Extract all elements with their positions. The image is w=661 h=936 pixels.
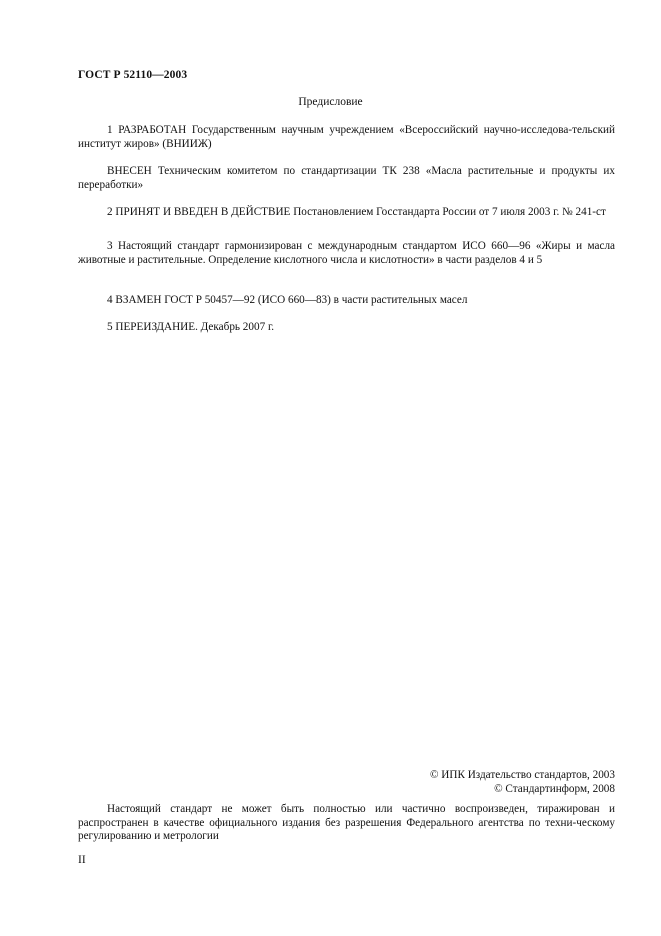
foreword-title: Предисловие <box>298 96 363 108</box>
foreword-item-harmonized: 3 Настоящий стандарт гармонизирован с международным стандартом ИСО 660—96 «Жиры и масла животные и растительные. Определение кислотного числа и кислотности» в части разделов 4 и 5 <box>78 240 615 266</box>
copyright-standartinform: © Стандартинформ, 2008 <box>494 783 615 795</box>
foreword-item-adopted: 2 ПРИНЯТ И ВВЕДЕН В ДЕЙСТВИЕ Постановлением Госстандарта России от 7 июля 2003 г. № 241-ст <box>107 206 606 218</box>
foreword-item-introduced: ВНЕСЕН Техническим комитетом по стандартизации ТК 238 «Масла растительные и продукты их переработки» <box>78 165 615 191</box>
document-code: ГОСТ Р 52110—2003 <box>78 69 188 81</box>
foreword-item-replaces: 4 ВЗАМЕН ГОСТ Р 50457—92 (ИСО 660—83) в части растительных масел <box>107 294 468 306</box>
page-number: II <box>78 854 86 866</box>
foreword-item-developed: 1 РАЗРАБОТАН Государственным научным учреждением «Всероссийский научно-исследова-тельский институт жиров» (ВНИИЖ) <box>78 124 615 150</box>
reproduction-notice: Настоящий стандарт не может быть полностью или частично воспроизведен, тиражирован и распространен в качестве официального издания без разрешения Федерального агентства по техни-ческому регулированию и метрологии <box>78 803 615 842</box>
foreword-item-reissue: 5 ПЕРЕИЗДАНИЕ. Декабрь 2007 г. <box>107 321 275 333</box>
copyright-publisher: © ИПК Издательство стандартов, 2003 <box>429 769 615 781</box>
